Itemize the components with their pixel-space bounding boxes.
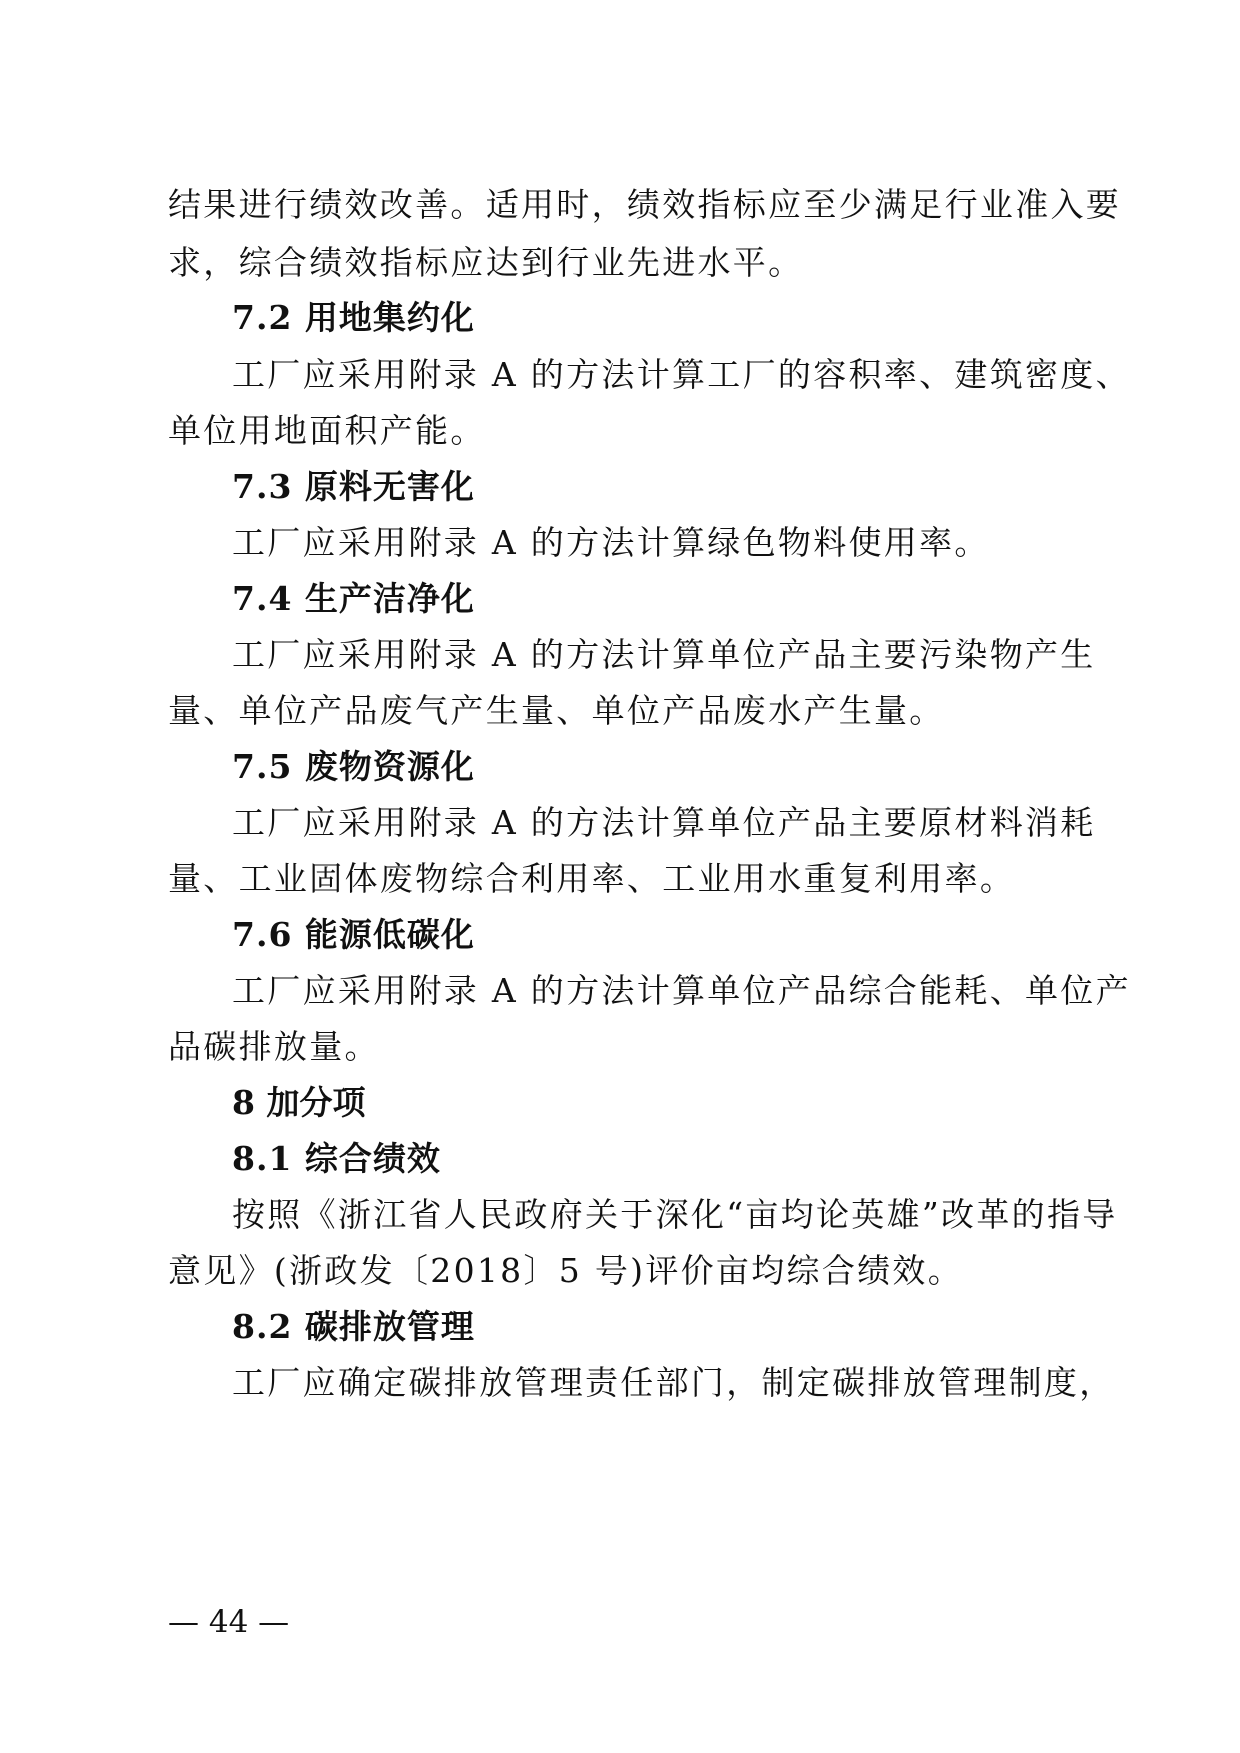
paragraph-line: 工厂应采用附录 A 的方法计算工厂的容积率、建筑密度、 (232, 355, 1131, 394)
section-heading-7-5: 7.5 废物资源化 (232, 747, 475, 786)
page-number: — 44 — (168, 1604, 290, 1640)
paragraph-line: 工厂应采用附录 A 的方法计算单位产品主要污染物产生 (232, 635, 1096, 674)
paragraph-line: 意见》(浙政发〔2018〕5 号)评价亩均综合绩效。 (168, 1251, 964, 1290)
section-heading-7-3: 7.3 原料无害化 (232, 467, 475, 506)
section-heading-7-6: 7.6 能源低碳化 (232, 915, 475, 954)
paragraph-line: 工厂应采用附录 A 的方法计算单位产品主要原材料消耗 (232, 803, 1096, 842)
paragraph-line: 工厂应采用附录 A 的方法计算绿色物料使用率。 (232, 523, 990, 562)
section-heading-8-1: 8.1 综合绩效 (232, 1139, 441, 1178)
paragraph-line: 求，综合绩效指标应达到行业先进水平。 (168, 243, 804, 282)
section-heading-8-2: 8.2 碳排放管理 (232, 1307, 475, 1346)
paragraph-line: 按照《浙江省人民政府关于深化“亩均论英雄”改革的指导 (232, 1195, 1118, 1234)
paragraph-line: 工厂应确定碳排放管理责任部门，制定碳排放管理制度， (232, 1363, 1115, 1402)
paragraph-line: 量、工业固体废物综合利用率、工业用水重复利用率。 (168, 859, 1016, 898)
section-heading-7-2: 7.2 用地集约化 (232, 298, 475, 337)
paragraph-line: 品碳排放量。 (168, 1027, 380, 1066)
section-heading-8: 8 加分项 (232, 1083, 366, 1122)
paragraph-line: 单位用地面积产能。 (168, 411, 486, 450)
paragraph-line: 工厂应采用附录 A 的方法计算单位产品综合能耗、单位产 (232, 971, 1131, 1010)
paragraph-line: 量、单位产品废气产生量、单位产品废水产生量。 (168, 691, 945, 730)
section-heading-7-4: 7.4 生产洁净化 (232, 579, 475, 618)
paragraph-line: 结果进行绩效改善。适用时，绩效指标应至少满足行业准入要 (168, 185, 1122, 224)
